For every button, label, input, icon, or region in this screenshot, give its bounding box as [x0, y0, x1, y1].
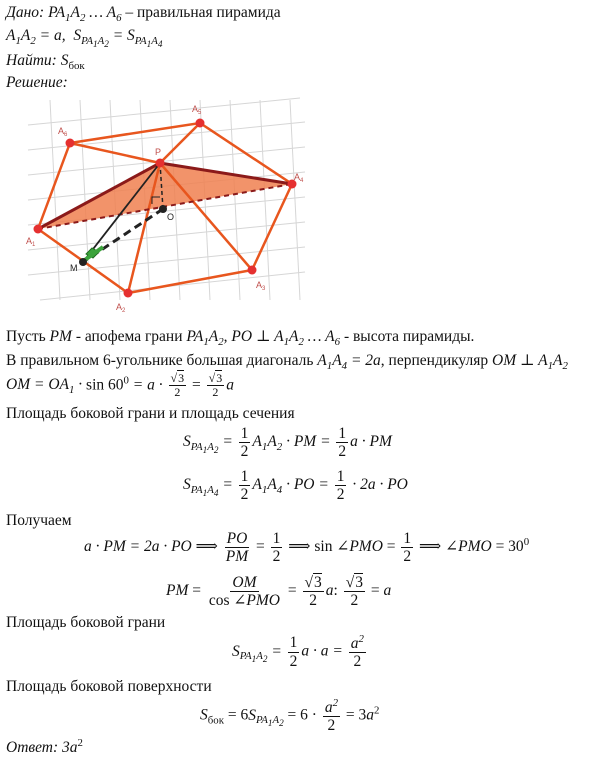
label-a1: $A_1$	[26, 236, 36, 248]
answer-label: Ответ:	[6, 738, 59, 756]
line-apothem: Пусть PM - апофема грани $PA_1A_2$, PO ⊥ $A_1A_2$ … $A_6$ - высота пирамиды.	[6, 328, 475, 348]
answer-value: 3a	[62, 738, 78, 756]
answer-line: Ответ: $3a^2$	[6, 737, 83, 756]
label-a2: $A_2$	[116, 302, 126, 314]
formula-pm: PM = $\frac{OM}{\text{cos ∠PMO}}$ = $\frac{√3}{2}$ a: $\frac{√3}{2}$ = a	[166, 574, 392, 610]
given-description: – правильная пирамида	[121, 4, 281, 21]
label-m: M	[70, 263, 78, 273]
lateral-face-heading: Площадь боковой грани	[6, 614, 166, 631]
formula-s-face: $S_{PA_1A_2}$ = $\frac{1}{2}$ $A_1A_2$ · PM = $\frac{1}{2}$ a · PM	[183, 425, 392, 461]
find-line: Найти: $S_{бок}$	[6, 52, 85, 72]
pyramid-figure	[0, 0, 600, 330]
formula-face-area: $S_{PA_1A_2}$ = $\frac{1}{2}$ a · a = $\frac{a^2}{2}$	[232, 633, 364, 670]
areas-heading: Площадь боковой грани и площадь сечения	[6, 405, 295, 422]
formula-lateral-surface: $S_{бок} = 6S_{PA_1A_2} = 6$ · $\frac{a^2}{2}$ = $3a^2$	[200, 697, 380, 734]
formula-s-section: $S_{PA_1A_4}$ = $\frac{1}{2}$ $A_1A_4$ · PO = $\frac{1}{2}$ · 2a · PO	[183, 468, 408, 504]
solution-label: Решение:	[6, 74, 68, 91]
line-diagonal: В правильном 6-угольнике большая диагональ $A_1A_4 = 2a$, перпендикуляр OM ⊥ $A_1A_2$	[6, 352, 568, 372]
given-conditions: $A_1A_2 = a$, $S_{PA_1A_2} = S_{PA_1A_4}$	[6, 27, 163, 50]
label-a5: $A_5$	[192, 104, 202, 116]
label-o: O	[167, 212, 175, 222]
given-label: Дано:	[6, 4, 45, 21]
label-a3: $A_3$	[256, 280, 266, 292]
section-triangle	[38, 163, 292, 229]
point-o	[159, 205, 167, 213]
lateral-surface-heading: Площадь боковой поверхности	[6, 678, 212, 695]
point-m	[79, 258, 87, 266]
formula-om: OM = $OA_1 \cdot \sin 60^0 = a$ · $\frac{√3}{2}$ = $\frac{√3}{2}$ a	[6, 371, 234, 400]
get-heading: Получаем	[6, 512, 72, 529]
find-label: Найти:	[6, 52, 57, 69]
formula-angle: a · PM = 2a · PO ⟹ $\frac{PO}{PM}$ = $\frac{1}{2}$ ⟹ sin ∠PMO = $\frac{1}{2}$ ⟹ ∠PMO = $30^0$	[84, 530, 530, 566]
label-a4: $A_4$	[294, 172, 304, 184]
label-p: P	[155, 147, 162, 157]
find-subscript: бок	[68, 59, 85, 72]
label-a6: $A_6$	[58, 126, 68, 138]
given-line: Дано: $PA_1A_2$ … $A_6$ – правильная пирамида	[6, 4, 281, 24]
